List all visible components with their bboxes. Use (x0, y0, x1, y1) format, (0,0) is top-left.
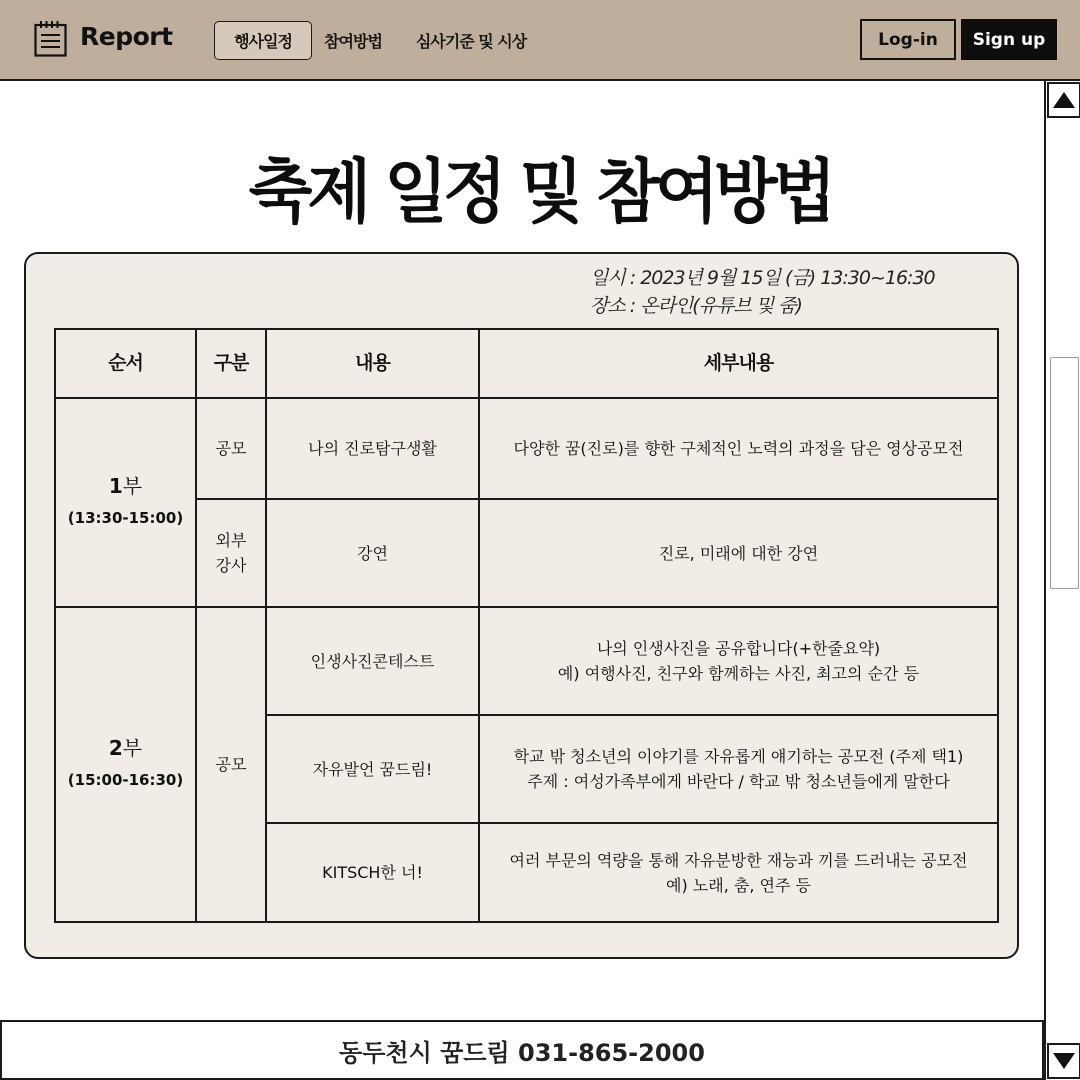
column-header-detail: 세부내용 (479, 329, 998, 398)
nav-item-judging-awards[interactable]: 심사기준 및 시상 (415, 32, 527, 51)
detail-line: 학교 밖 청소년의 이야기를 자유롭게 얘기하는 공모전 (주제 택1) (513, 747, 964, 766)
top-nav-bar (0, 0, 1080, 81)
part-time: (15:00-16:30) (67, 771, 184, 789)
footer-contact-bar (0, 1020, 1044, 1080)
footer-contact: 동두천시 꿈드림 031-865-2000 (339, 1038, 705, 1067)
part-suffix: 부 (122, 736, 143, 760)
detail-line: 주제 : 여성가족부에게 바란다 / 학교 밖 청소년들에게 말한다 (527, 772, 950, 791)
triangle-up-icon (1053, 92, 1075, 108)
triangle-down-icon (1053, 1053, 1075, 1069)
detail-cell (479, 499, 998, 607)
detail-cell (479, 715, 998, 823)
detail-line: 진로, 미래에 대한 강연 (658, 543, 819, 563)
detail-cell (479, 823, 998, 922)
event-meta (590, 264, 935, 320)
part-suffix: 부 (122, 474, 143, 498)
part-number: 2 (108, 736, 123, 760)
detail-line: 예) 노래, 춤, 연주 등 (666, 875, 811, 895)
schedule-table (54, 328, 999, 923)
category-line: 강사 (215, 556, 247, 575)
content-cell: KITSCH한 너! (266, 823, 479, 922)
table-header-row (55, 329, 998, 398)
detail-line: 예) 여행사진, 친구와 함께하는 사진, 최고의 순간 등 (557, 664, 920, 683)
event-date: 일시 : 2023년 9월 15일 (금) 13:30~16:30 (590, 267, 935, 289)
category-line: 외부 (215, 531, 247, 550)
detail-line: 나의 인생사진을 공유합니다(+한줄요약) (596, 639, 881, 658)
part-cell (55, 398, 196, 607)
table-row (55, 607, 998, 715)
nav-item-participation[interactable]: 참여방법 (324, 32, 382, 51)
part-cell (55, 607, 196, 922)
nav-item-schedule[interactable]: 행사일정 (214, 21, 312, 60)
column-header-content: 내용 (266, 329, 479, 398)
column-header-category: 구분 (196, 329, 266, 398)
scroll-up-button[interactable] (1047, 82, 1080, 118)
column-header-order: 순서 (55, 329, 196, 398)
scroll-down-button[interactable] (1047, 1043, 1080, 1079)
content-cell: 인생사진콘테스트 (266, 607, 479, 715)
table-row (55, 499, 998, 607)
content-cell: 강연 (266, 499, 479, 607)
page-title: 축제 일정 및 참여방법 (248, 151, 832, 233)
detail-line: 다양한 꿈(진로)를 향한 구체적인 노력의 과정을 담은 영상공모전 (513, 439, 964, 458)
table-row (55, 398, 998, 499)
scroll-thumb[interactable] (1050, 357, 1079, 589)
category-cell: 공모 (196, 398, 266, 499)
event-place: 장소 : 온라인(유튜브 및 줌) (590, 295, 802, 317)
category-cell: 공모 (196, 607, 266, 922)
signup-button[interactable]: Sign up (961, 19, 1057, 60)
category-cell (196, 499, 266, 607)
logo-text[interactable]: Report (80, 22, 173, 51)
content-cell: 나의 진로탐구생활 (266, 398, 479, 499)
part-number: 1 (108, 474, 123, 498)
content-cell: 자유발언 꿈드림! (266, 715, 479, 823)
detail-line: 여러 부문의 역량을 통해 자유분방한 재능과 끼를 드러내는 공모전 (509, 850, 968, 870)
login-button[interactable]: Log-in (860, 19, 956, 60)
notepad-icon (34, 20, 67, 57)
part-time: (13:30-15:00) (67, 509, 184, 527)
detail-cell (479, 398, 998, 499)
detail-cell (479, 607, 998, 715)
